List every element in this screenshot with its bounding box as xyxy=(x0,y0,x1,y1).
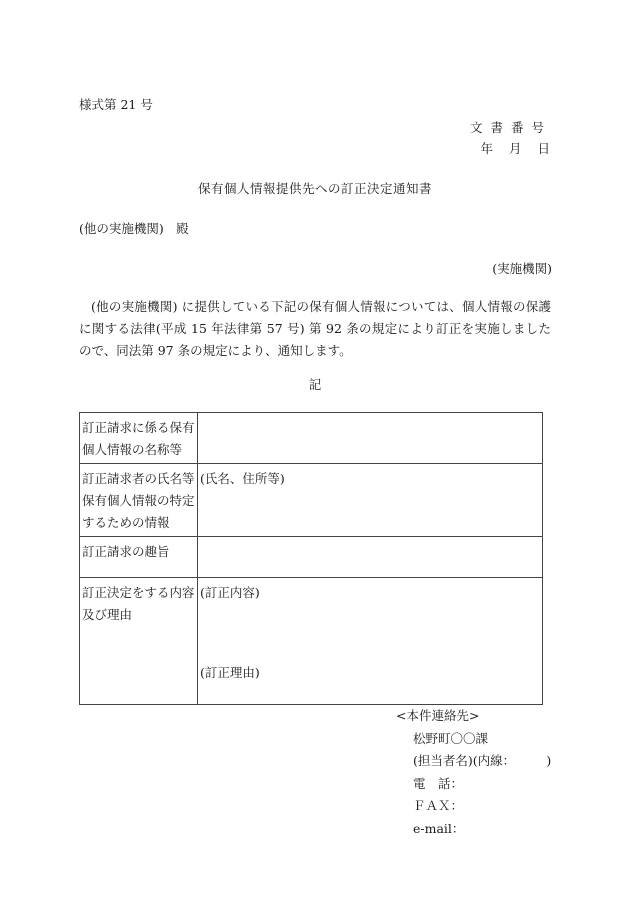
correction-content-label: (訂正内容) xyxy=(200,585,260,600)
info-table xyxy=(79,412,543,705)
document-number-label: 文書番号 xyxy=(469,120,552,135)
correction-reason-label: (訂正理由) xyxy=(200,665,260,680)
document-date-label: 年 月 日 xyxy=(480,141,552,156)
table-row xyxy=(80,413,543,464)
form-number: 様式第 21 号 xyxy=(79,97,153,112)
addressee: (他の実施機関) 殿 xyxy=(79,221,189,236)
page-title: 保有個人情報提供先への訂正決定通知書 xyxy=(197,181,432,196)
row-value xyxy=(198,413,543,464)
contact-fax: ＦＡＸ： xyxy=(413,798,464,813)
row-label: 訂正請求者の氏名等保有個人情報の特定するための情報 xyxy=(80,464,198,537)
row-value xyxy=(198,578,543,705)
contact-email: e-mail： xyxy=(413,820,465,836)
row-label: 訂正請求に係る保有個人情報の名称等 xyxy=(80,413,198,464)
table-row xyxy=(80,578,543,705)
row-label: 訂正決定をする内容及び理由 xyxy=(80,578,198,705)
contact-heading: <本件連絡先> xyxy=(396,708,480,723)
sender-agency: (実施機関) xyxy=(492,261,552,276)
row-label: 訂正請求の趣旨 xyxy=(80,537,198,578)
contact-phone: 電 話： xyxy=(413,775,464,791)
ki-heading: 記 xyxy=(308,377,322,392)
contact-person: (担当者名)(内線： ) xyxy=(413,753,552,768)
contact-department: 松野町〇〇課 xyxy=(413,730,489,746)
row-value: (氏名、住所等) xyxy=(198,464,543,537)
body-paragraph: (他の実施機関) に提供している下記の保有個人情報については、個人情報の保護に関する法律(平成 15 年法律第 57 号) 第 92 条の規定により訂正を実施しましたので、同法第 97 条の規定により、通知します。 xyxy=(79,299,551,358)
table-row xyxy=(80,537,543,578)
row-value xyxy=(198,537,543,578)
table-row xyxy=(80,464,543,537)
contact-block xyxy=(396,705,551,840)
